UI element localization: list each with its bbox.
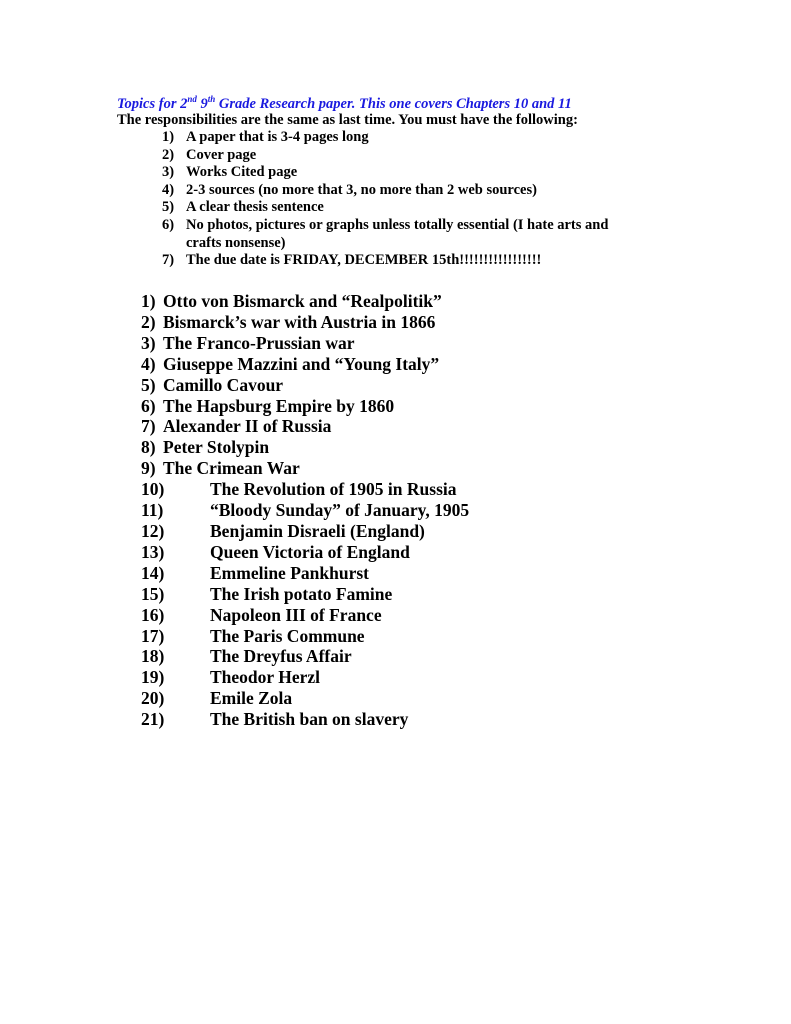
item-number: 5): [162, 199, 175, 216]
item-text: The Hapsburg Empire by 1860: [163, 395, 395, 416]
requirement-item: [162, 129, 646, 147]
title-text: Grade Research paper. This one covers Chapters 10 and 11: [215, 95, 572, 112]
item-text: Cover page: [186, 146, 257, 163]
topic-item: [141, 688, 469, 709]
item-text: Bismarck’s war with Austria in 1866: [163, 311, 436, 332]
item-number: 20): [141, 688, 165, 709]
item-text: Camillo Cavour: [163, 374, 284, 395]
topic-item: [141, 291, 469, 312]
requirement-item: [162, 199, 646, 217]
item-number: 18): [141, 646, 165, 667]
topic-item: [141, 542, 469, 563]
item-number: 21): [141, 709, 165, 730]
topic-item: [141, 396, 469, 417]
document-title: [117, 94, 572, 113]
item-text: Alexander II of Russia: [163, 416, 332, 437]
title-text: Topics for 2: [117, 95, 188, 112]
item-number: 7): [141, 416, 156, 437]
requirement-item: [162, 182, 646, 200]
topic-item: [141, 479, 469, 500]
topic-item: [141, 709, 469, 730]
item-text: The Franco-Prussian war: [163, 332, 355, 353]
item-text: Giuseppe Mazzini and “Young Italy”: [163, 353, 440, 374]
requirement-item: [162, 164, 646, 182]
item-text: The Paris Commune: [210, 625, 365, 646]
topic-item: [141, 584, 469, 605]
topic-item: [141, 312, 469, 333]
topic-item: [141, 333, 469, 354]
item-text: Theodor Herzl: [210, 667, 321, 688]
item-number: 6): [162, 216, 175, 233]
item-text: Queen Victoria of England: [210, 541, 410, 562]
topic-item: [141, 354, 469, 375]
item-number: 2): [141, 311, 156, 332]
title-sup: th: [207, 94, 216, 104]
topic-item: [141, 458, 469, 479]
topic-item: [141, 500, 469, 521]
topics-list: [141, 291, 469, 730]
item-text: “Bloody Sunday” of January, 1905: [210, 500, 470, 521]
item-text: 2-3 sources (no more that 3, no more than 2 web sources): [186, 181, 537, 198]
topic-item: [141, 416, 469, 437]
item-number: 5): [141, 374, 156, 395]
requirements-list: [162, 129, 646, 270]
intro-text: The responsibilities are the same as last time. You must have the following:: [117, 112, 578, 128]
item-number: 10): [141, 479, 165, 500]
topic-item: [141, 626, 469, 647]
title-sup: nd: [187, 94, 197, 104]
item-number: 4): [162, 181, 175, 198]
item-number: 6): [141, 395, 156, 416]
item-text: Benjamin Disraeli (England): [210, 520, 425, 541]
item-number: 3): [141, 332, 156, 353]
item-text: Emmeline Pankhurst: [210, 562, 369, 583]
item-number: 2): [162, 146, 175, 163]
topic-item: [141, 375, 469, 396]
item-number: 11): [141, 500, 164, 521]
title-text: 9: [196, 95, 208, 112]
item-text: A paper that is 3-4 pages long: [186, 129, 369, 145]
item-number: 17): [141, 625, 165, 646]
item-text: The British ban on slavery: [210, 709, 409, 730]
topic-item: [141, 521, 469, 542]
item-text: The Revolution of 1905 in Russia: [210, 479, 457, 500]
item-text: A clear thesis sentence: [186, 199, 324, 216]
item-number: 15): [141, 583, 165, 604]
item-number: 1): [141, 291, 156, 311]
item-number: 19): [141, 667, 165, 688]
topic-item: [141, 437, 469, 458]
item-text: The Dreyfus Affair: [210, 646, 352, 667]
item-number: 9): [141, 458, 156, 479]
item-number: 13): [141, 541, 165, 562]
item-number: 12): [141, 520, 165, 541]
item-number: 14): [141, 562, 165, 583]
item-number: 7): [162, 252, 175, 269]
item-text: Otto von Bismarck and “Realpolitik”: [163, 291, 442, 311]
topic-item: [141, 646, 469, 667]
requirement-item: [162, 252, 646, 270]
item-number: 8): [141, 437, 156, 458]
topic-item: [141, 605, 469, 626]
item-text: Works Cited page: [186, 164, 298, 181]
requirement-item: [162, 147, 646, 165]
item-number: 4): [141, 353, 156, 374]
item-text: No photos, pictures or graphs unless totally essential (I hate arts and crafts nonsense): [186, 216, 609, 251]
item-text: The Irish potato Famine: [210, 583, 393, 604]
item-text: The due date is FRIDAY, DECEMBER 15th!!!!!!!!!!!!!!!!!: [186, 252, 542, 269]
item-text: Napoleon III of France: [210, 604, 382, 625]
topic-item: [141, 563, 469, 584]
item-number: 16): [141, 604, 165, 625]
topic-item: [141, 667, 469, 688]
item-text: Emile Zola: [210, 688, 293, 709]
requirement-item: [162, 217, 646, 252]
item-number: 3): [162, 164, 175, 181]
item-text: The Crimean War: [163, 458, 300, 479]
item-number: 1): [162, 129, 175, 145]
item-text: Peter Stolypin: [163, 437, 270, 458]
